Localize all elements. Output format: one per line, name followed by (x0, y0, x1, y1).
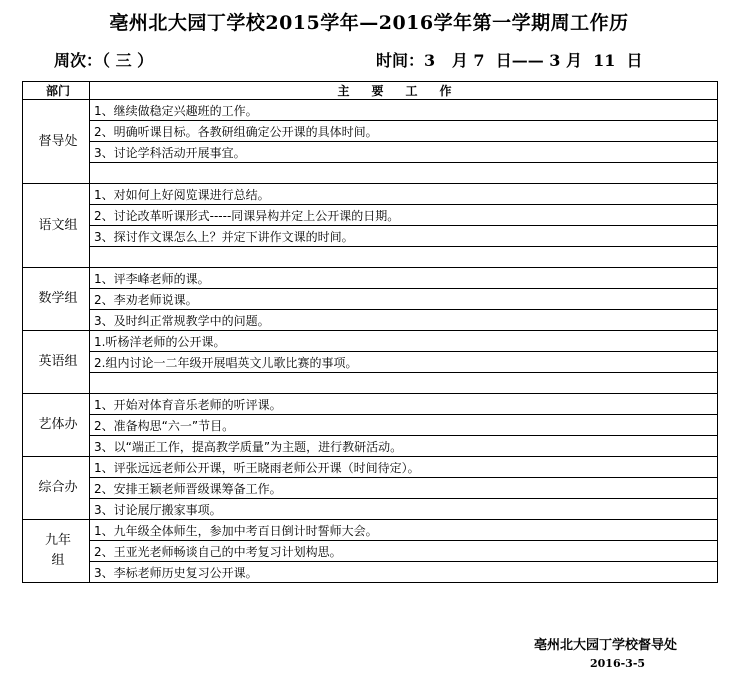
work-item-cell (90, 163, 718, 184)
work-item-cell: 3、及时纠正常规教学中的问题。 (90, 310, 718, 331)
work-item-cell: 1、对如何上好阅览课进行总结。 (90, 184, 718, 205)
work-item-cell: 1、开始对体育音乐老师的听评课。 (90, 394, 718, 415)
issue-date: 2016-3-5 (590, 657, 646, 670)
table-row (23, 562, 718, 583)
table-row (23, 457, 718, 478)
table-body (23, 100, 718, 583)
table-row (23, 100, 718, 121)
work-item-cell: 2、李劝老师说课。 (90, 289, 718, 310)
work-schedule-table (22, 81, 718, 583)
table-row (23, 226, 718, 247)
table-row (23, 268, 718, 289)
work-item-cell: 3、讨论学科活动开展事宜。 (90, 142, 718, 163)
work-item-cell: 1.听杨洋老师的公开课。 (90, 331, 718, 352)
department-cell: 英语组 (23, 331, 90, 394)
table-row (23, 121, 718, 142)
work-item-cell: 1、继续做稳定兴趣班的工作。 (90, 100, 718, 121)
work-item-cell: 1、九年级全体师生，参加中考百日倒计时誓师大会。 (90, 520, 718, 541)
table-row (23, 499, 718, 520)
work-item-cell: 2、讨论改革听课形式-----同课异构并定上公开课的日期。 (90, 205, 718, 226)
table-row (23, 310, 718, 331)
work-item-cell (90, 373, 718, 394)
table-row (23, 394, 718, 415)
issuer-signature: 亳州北大园丁学校督导处 (534, 638, 678, 653)
table-row (23, 163, 718, 184)
work-item-cell: 3、探讨作文课怎么上？并定下讲作文课的时间。 (90, 226, 718, 247)
work-item-cell: 2、王亚光老师畅谈自己的中考复习计划构思。 (90, 541, 718, 562)
department-cell: 九年 组 (23, 520, 90, 583)
department-cell: 语文组 (23, 184, 90, 268)
department-cell: 综合办 (23, 457, 90, 520)
table-row (23, 436, 718, 457)
work-item-cell: 2.组内讨论一二年级开展唱英文儿歌比赛的事项。 (90, 352, 718, 373)
work-item-cell: 2、安排王颖老师晋级课筹备工作。 (90, 478, 718, 499)
work-item-cell: 3、讨论展厅搬家事项。 (90, 499, 718, 520)
department-cell: 数学组 (23, 268, 90, 331)
table-row (23, 541, 718, 562)
work-item-cell: 2、明确听课目标。各教研组确定公开课的具体时间。 (90, 121, 718, 142)
table-row (23, 184, 718, 205)
week-label: 周次：（ 三 ） (54, 51, 154, 70)
work-item-cell: 2、准备构思“六一”节目。 (90, 415, 718, 436)
header-main-work: 主要工作 (90, 82, 718, 100)
table-row (23, 478, 718, 499)
work-item-cell: 1、评张远远老师公开课，听王晓雨老师公开课（时间待定）。 (90, 457, 718, 478)
table-row (23, 289, 718, 310)
work-item-cell (90, 247, 718, 268)
table-row (23, 205, 718, 226)
work-item-cell: 3、李标老师历史复习公开课。 (90, 562, 718, 583)
page-title: 亳州北大园丁学校2015学年—2016学年第一学期周工作历 (109, 12, 629, 34)
table-row (23, 373, 718, 394)
table-row (23, 352, 718, 373)
table-row (23, 520, 718, 541)
time-range-label: 时间：3 月 7 日—— 3 月 11 日 (376, 51, 643, 70)
table-header-row (23, 82, 718, 100)
table-row (23, 415, 718, 436)
table-row (23, 331, 718, 352)
work-item-cell: 3、以“端正工作，提高教学质量”为主题，进行教研活动。 (90, 436, 718, 457)
work-item-cell: 1、评李峰老师的课。 (90, 268, 718, 289)
table-row (23, 247, 718, 268)
table-row (23, 142, 718, 163)
header-department: 部门 (23, 82, 90, 100)
department-cell: 艺体办 (23, 394, 90, 457)
department-cell: 督导处 (23, 100, 90, 184)
